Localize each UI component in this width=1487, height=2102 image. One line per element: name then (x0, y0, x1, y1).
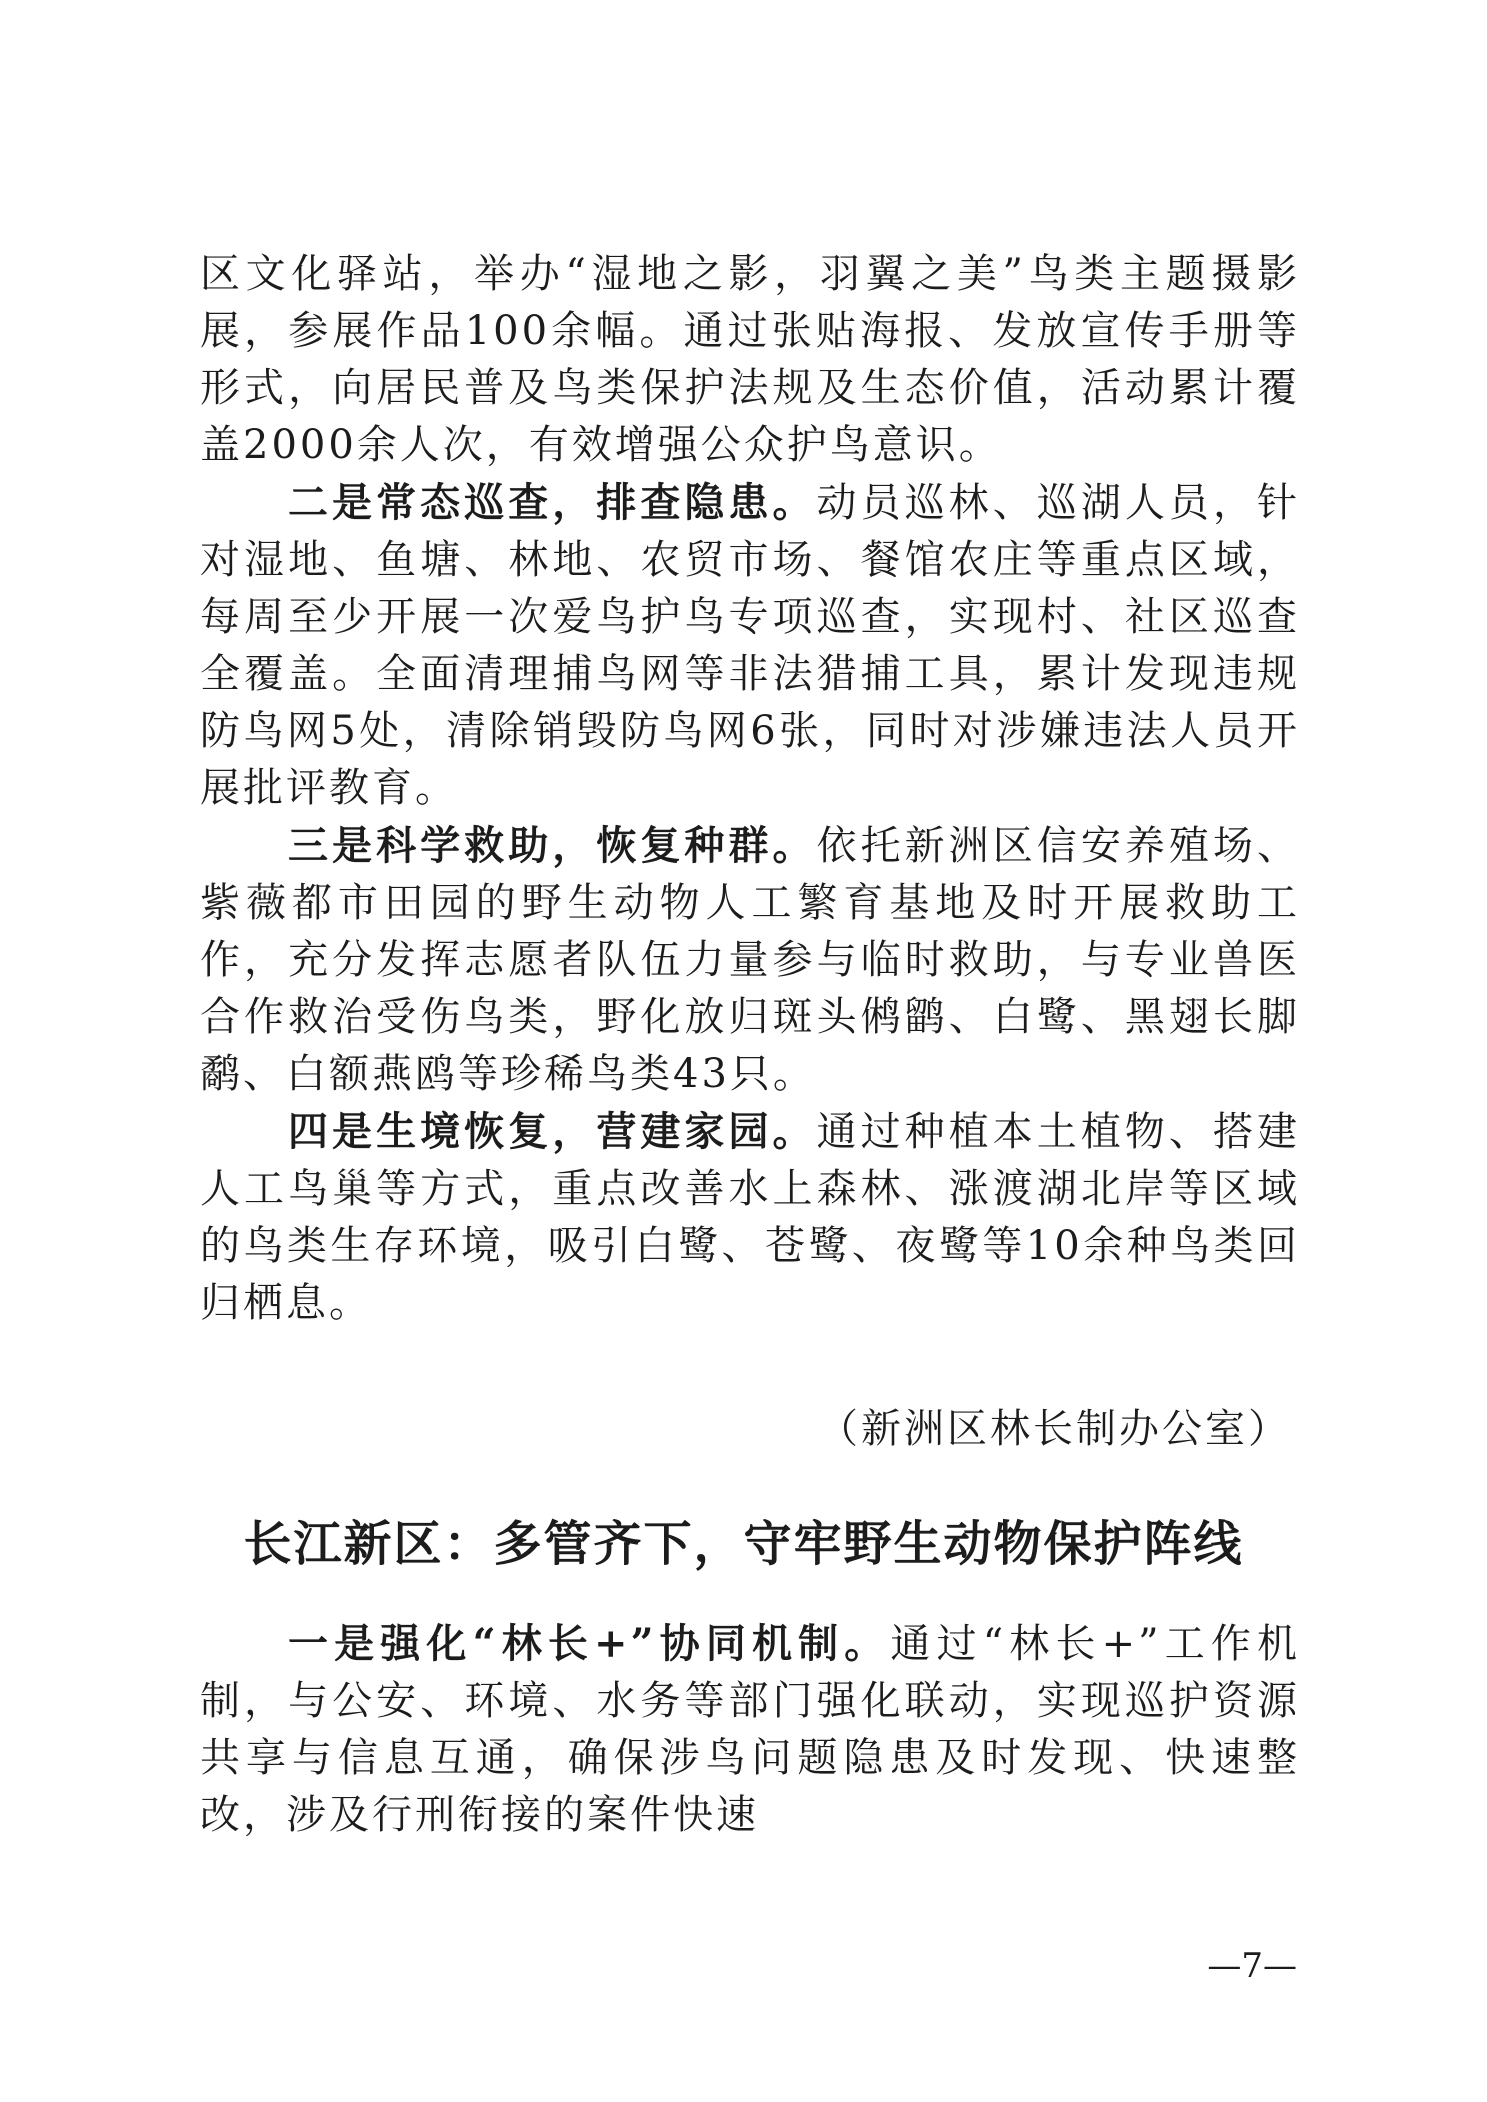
attribution: （新洲区林长制办公室） (818, 1406, 1291, 1452)
paragraph-1-text: 区文化驿站，举办“湿地之影，羽翼之美”鸟类主题摄影展，参展作品100余幅。通过张贴海报、发放宣传手册等形式，向居民普及鸟类保护法规及生态价值，活动累计覆盖2000余人次，有效增强公众护鸟意识。 (200, 251, 1300, 468)
paragraph-3-lead: 三是科学救助，恢复种群。 (288, 822, 817, 869)
paragraph-2 (200, 474, 1300, 817)
paragraph-2-lead: 二是常态巡查，排查隐患。 (288, 479, 817, 526)
paragraph-1 (200, 246, 1300, 474)
paragraph-4-lead: 四是生境恢复，营建家园。 (288, 1108, 817, 1155)
page-number: —7— (1207, 1946, 1297, 1986)
paragraph-4-text: 通过种植本土植物、搭建人工鸟巢等方式，重点改善水上森林、涨渡湖北岸等区域的鸟类生存环境，吸引白鹭、苍鹭、夜鹭等10余种鸟类回归栖息。 (200, 1109, 1301, 1326)
paragraph-3 (200, 817, 1300, 1103)
section-heading: 长江新区：多管齐下，守牢野生动物保护阵线 (243, 1516, 1244, 1572)
paragraph-3-text: 依托新洲区信安养殖场、紫薇都市田园的野生动物人工繁育基地及时开展救助工作，充分发挥志愿者队伍力量参与临时救助，与专业兽医合作救治受伤鸟类，野化放归斑头鸺鹠、白鹭、黑翅长脚鹬、白额燕鸥等珍稀鸟类43只。 (200, 823, 1301, 1097)
paragraph-5-lead: 一是强化“林长+”协同机制。 (288, 1620, 891, 1667)
paragraph-2-text: 动员巡林、巡湖人员，针对湿地、鱼塘、林地、农贸市场、餐馆农庄等重点区域，每周至少开展一次爱鸟护鸟专项巡查，实现村、社区巡查全覆盖。全面清理捕鸟网等非法猎捕工具，累计发现违规防鸟网5处，清除销毁防鸟网6张，同时对涉嫌违法人员开展批评教育。 (200, 480, 1301, 811)
paragraph-4 (200, 1103, 1300, 1332)
body-text-block-top (200, 246, 1300, 1332)
paragraph-5 (200, 1615, 1300, 1844)
body-text-block-bottom (200, 1615, 1300, 1844)
paragraph-5-text: 通过“林长+”工作机制，与公安、环境、水务等部门强化联动，实现巡护资源共享与信息互通，确保涉鸟问题隐患及时发现、快速整改，涉及行刑衔接的案件快速 (200, 1621, 1300, 1838)
